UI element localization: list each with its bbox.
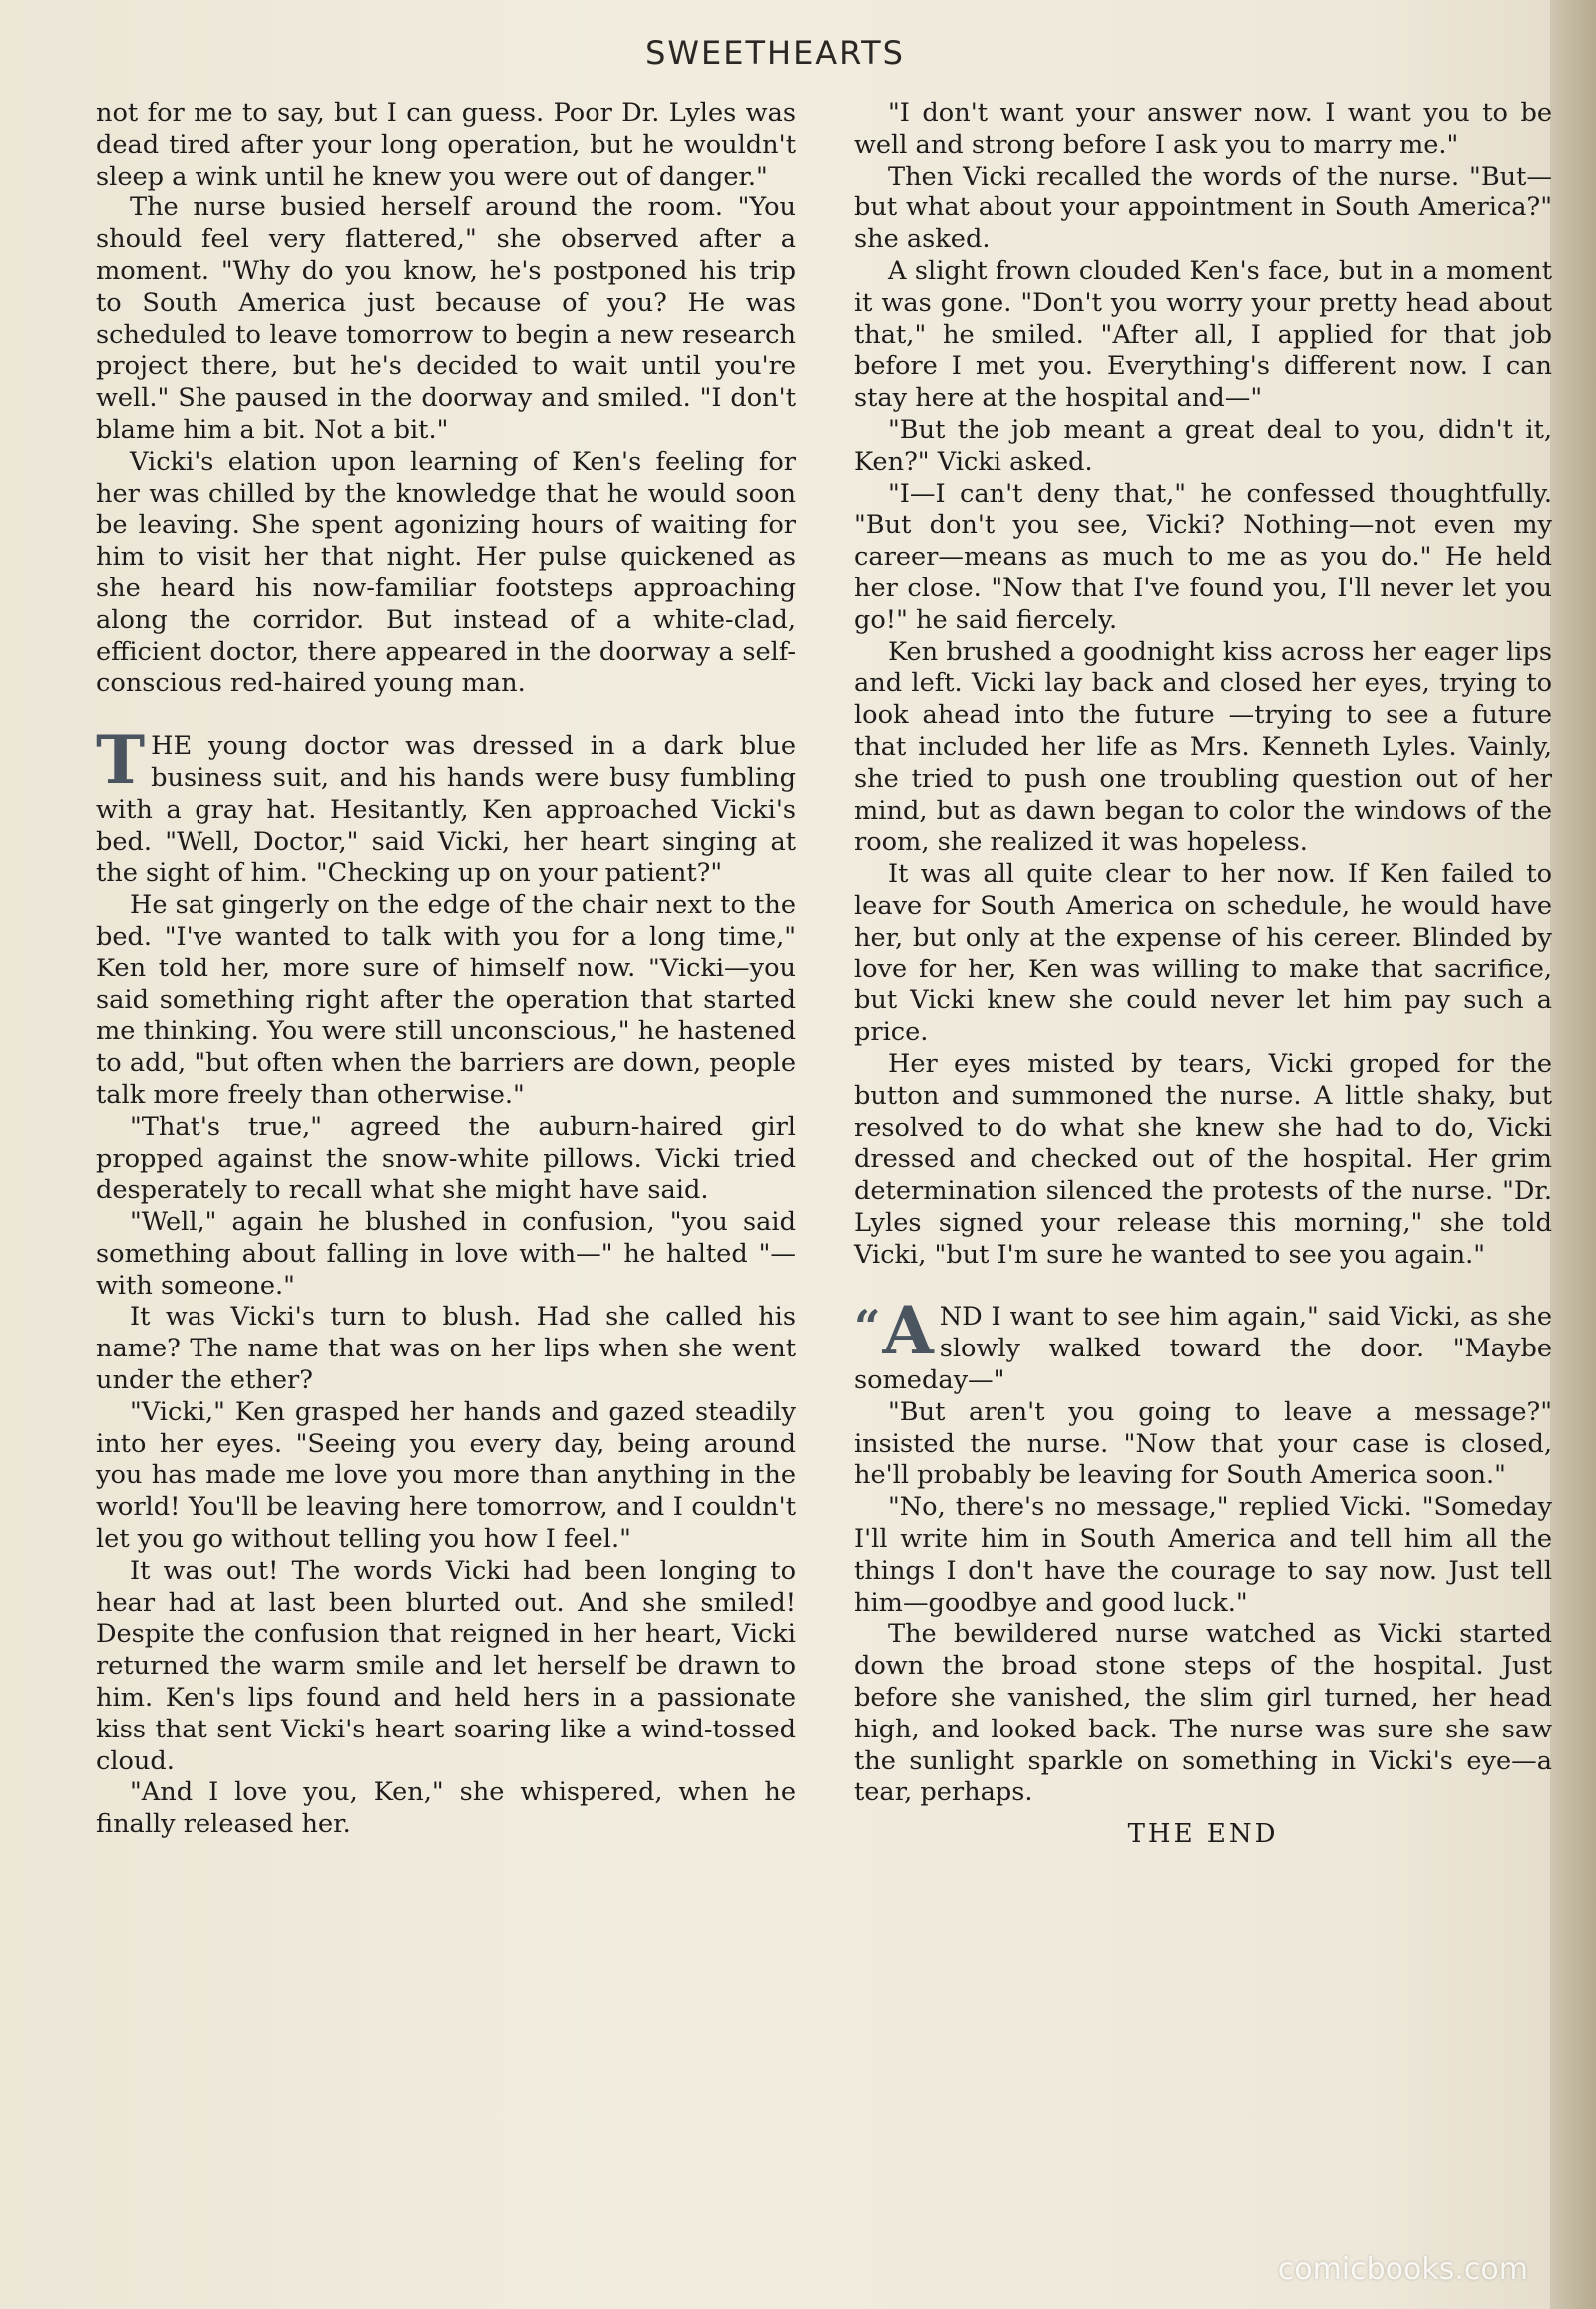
paragraph (96, 721, 796, 890)
drop-cap: T (96, 721, 146, 800)
paragraph (854, 1292, 1552, 1396)
paragraph: "Vicki," Ken grasped her hands and gazed steadily into her eyes. "Seeing you every day, being around you has made me love you more than anything in the world! You'll be leaving here tomorrow, and I couldn't let you go without telling you how I feel." (96, 1396, 796, 1555)
page-edge (1550, 0, 1596, 2309)
paragraph: Ken brushed a goodnight kiss across her eager lips and left. Vicki lay back and closed her eyes, trying to look ahead into the future —trying to see a future that included her life as Mrs. Kenneth Lyles. Vainly, she tried to push one troubling question out of her mind, but as dawn began to color the windows of the room, she realized it was hopeless. (854, 636, 1552, 858)
paragraph: Her eyes misted by tears, Vicki groped for the button and summoned the nurse. A little shaky, but resolved to do what she knew she had to do, Vicki dressed and checked out of the hospital. Her grim determination silenced the protests of the nurse. "Dr. Lyles signed your release this morning," she told Vicki, "but I'm sure he wanted to see you again." (854, 1048, 1552, 1270)
section-gap (96, 700, 796, 731)
paragraph: The bewildered nurse watched as Vicki started down the broad stone steps of the hospital. Just before she vanished, the slim girl turned, her head high, and looked back. The nurse was sure she saw the sunlight sparkle on something in Vicki's eye—a tear, perhaps. (854, 1619, 1552, 1808)
paragraph-text: HE young doctor was dressed in a dark blue business suit, and his hands were busy fumbling with a gray hat. Hesitantly, Ken approached Vicki's bed. "Well, Doctor," said Vicki, her heart singing at the sight of him. "Checking up on your patient?" (96, 731, 796, 889)
paragraph: It was all quite clear to her now. If Ken failed to leave for South America on schedule, he would have her, but only at the expense of his cereer. Blinded by love for her, Ken was willing to make that sacrifice, but Vicki knew she could never let him pay such a price. (854, 859, 1552, 1048)
right-column (854, 98, 1552, 1851)
paragraph: "But the job meant a great deal to you, didn't it, Ken?" Vicki asked. (854, 414, 1552, 477)
left-column (96, 98, 796, 1841)
paragraph: It was out! The words Vicki had been longing to hear had at last been blurted out. And she smiled! Despite the confusion that reigned in her heart, Vicki returned the warm smile and let herself be drawn to him. Ken's lips found and held hers in a passionate kiss that sent Vicki's heart soaring like a wind-tossed cloud. (96, 1555, 796, 1776)
paragraph: Vicki's elation upon learning of Ken's feeling for her was chilled by the knowledge that he would soon be leaving. She spent agonizing hours of waiting for him to visit her that night. Her pulse quickened as she heard his now-familiar footsteps approaching along the corridor. But instead of a white-clad, efficient doctor, there appeared in the doorway a self-conscious red-haired young man. (96, 446, 796, 699)
the-end-label: THE END (1127, 1819, 1279, 1850)
paragraph: Then Vicki recalled the words of the nurse. "But—but what about your appointment in South America?" she asked. (854, 161, 1552, 255)
paragraph: "Well," again he blushed in confusion, "you said something about falling in love with—" he halted "—with someone." (96, 1207, 796, 1301)
paragraph: "That's true," agreed the auburn-haired girl propped against the snow-white pillows. Vicki tried desperately to recall what she might have said. (96, 1111, 796, 1206)
site-watermark: comicbooks.com (1277, 2252, 1528, 2287)
paragraph: not for me to say, but I can guess. Poor Dr. Lyles was dead tired after your long operation, but he wouldn't sleep a wink until he knew you were out of danger." (96, 98, 796, 192)
paragraph: "And I love you, Ken," she whispered, when he finally released her. (96, 1777, 796, 1840)
section-gap (854, 1271, 1552, 1302)
paragraph: A slight frown clouded Ken's face, but in a moment it was gone. "Don't you worry your pretty head about that," he smiled. "After all, I applied for that job before I met you. Everything's different now. I can stay here at the hospital and—" (854, 255, 1552, 414)
paragraph: "I—I can't deny that," he confessed thoughtfully. "But don't you see, Vicki? Nothing—not even my career—means as much to me as you do." He held her close. "Now that I've found you, I'll never let you go!" he said fiercely. (854, 478, 1552, 635)
paragraph: He sat gingerly on the edge of the chair next to the bed. "I've wanted to talk with you for a long time," Ken told her, more sure of himself now. "Vicki—you said something right after the operation that started me thinking. You were still unconscious," he hastened to add, "but often when the barriers are down, people talk more freely than otherwise." (96, 890, 796, 1110)
paragraph: The nurse busied herself around the room. "You should feel very flattered," she observed after a moment. "Why do you know, he's postponed his trip to South America just because of you? He was scheduled to leave tomorrow to begin a new research project there, but he's decided to wait until you're well." She paused in the doorway and smiled. "I don't blame him a bit. Not a bit." (96, 192, 796, 445)
paragraph: It was Vicki's turn to blush. Had she called his name? The name that was on her lips when she went under the ether? (96, 1302, 796, 1396)
page-header: SWEETHEARTS (645, 34, 905, 72)
paragraph: "But aren't you going to leave a message?" insisted the nurse. "Now that your case is closed, he'll probably be leaving for South America soon." (854, 1396, 1552, 1491)
paragraph: "No, there's no message," replied Vicki. "Someday I'll write him in South America and tell him all the things I don't have the courage to say now. Just tell him—goodbye and good luck." (854, 1492, 1552, 1618)
drop-cap: A (882, 1292, 934, 1370)
paragraph-text: ND I want to see him again," said Vicki, as she slowly walked toward the door. "Maybe someday—" (854, 1302, 1552, 1396)
open-quote-ornament: “ (854, 1300, 881, 1354)
paragraph: "I don't want your answer now. I want you to be well and strong before I ask you to marry me." (854, 98, 1552, 160)
